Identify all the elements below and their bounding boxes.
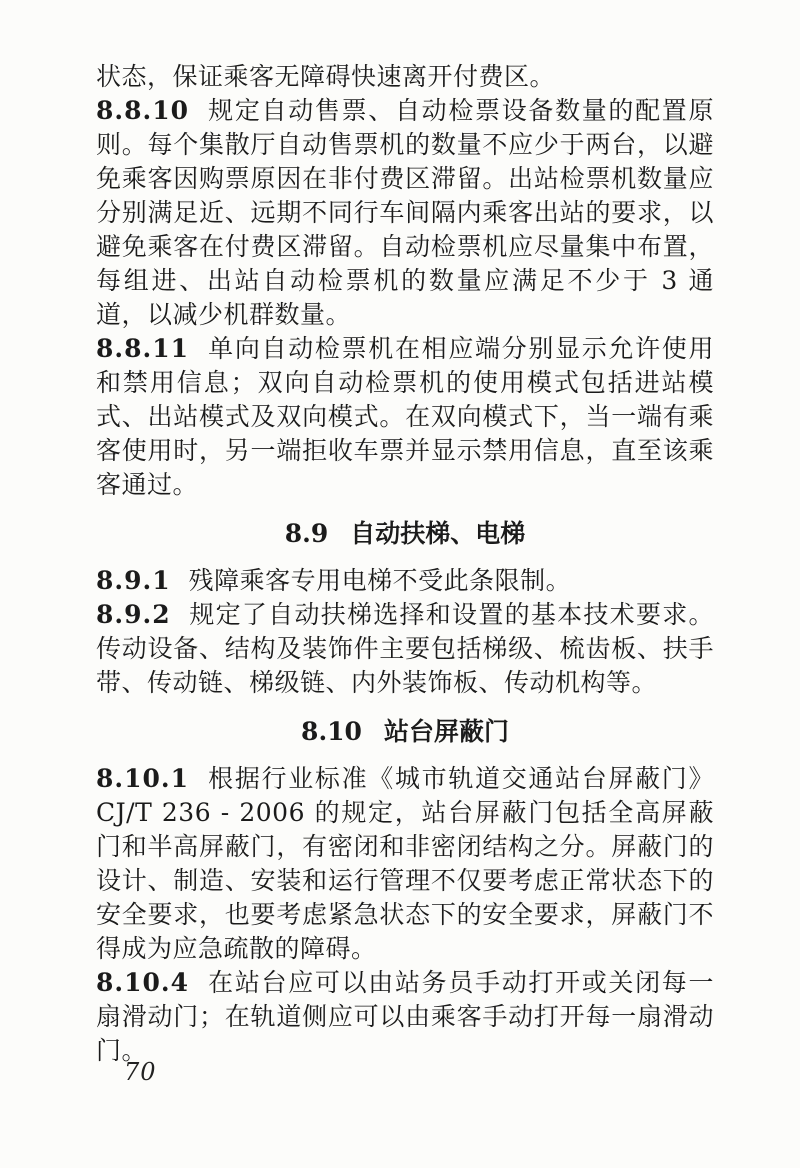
section-number: 8.10.4	[96, 968, 189, 997]
paragraph-text: 根据行业标准《城市轨道交通站台屏蔽门》CJ/T 236 - 2006 的规定，站台屏蔽门包括全高屏蔽门和半高屏蔽门，有密闭和非密闭结构之分。屏蔽门的设计、制造、安装和运行管理不仅要考虑正常状态下的安全要求，也要考虑紧急状态下的安全要求，屏蔽门不得成为应急疏散的障碍。	[96, 764, 714, 963]
page-number: 70	[124, 1058, 157, 1086]
paragraph-8-9-2	[96, 598, 714, 700]
paragraph-text: 单向自动检票机在相应端分别显示允许使用和禁用信息；双向自动检票机的使用模式包括进站模式、出站模式及双向模式。在双向模式下，当一端有乘客使用时，另一端拒收车票并显示禁用信息，直至该乘客通过。	[96, 334, 714, 499]
section-heading-8-9	[96, 517, 714, 551]
paragraph-8-8-10	[96, 94, 714, 332]
section-number: 8.8.11	[96, 334, 189, 363]
paragraph-8-10-1	[96, 762, 714, 966]
section-number: 8.9.2	[96, 600, 171, 629]
heading-title: 自动扶梯、电梯	[350, 519, 526, 548]
section-number: 8.9.1	[96, 566, 171, 595]
paragraph-text: 状态，保证乘客无障碍快速离开付费区。	[96, 62, 556, 91]
paragraph-8-8-11	[96, 332, 714, 502]
paragraph-text: 规定了自动扶梯选择和设置的基本技术要求。传动设备、结构及装饰件主要包括梯级、梳齿板、扶手带、传动链、梯级链、内外装饰板、传动机构等。	[96, 600, 714, 697]
heading-number: 8.9	[284, 519, 329, 548]
section-number: 8.8.10	[96, 96, 189, 125]
paragraph-text: 残障乘客专用电梯不受此条限制。	[188, 566, 572, 595]
paragraph-text: 规定自动售票、自动检票设备数量的配置原则。每个集散厅自动售票机的数量不应少于两台，以避免乘客因购票原因在非付费区滞留。出站检票机数量应分别满足近、远期不同行车间隔内乘客出站的要求，以避免乘客在付费区滞留。自动检票机应尽量集中布置，每组进、出站自动检票机的数量应满足不少于 3 通道，以减少机群数量。	[96, 96, 714, 329]
paragraph-8-10-4	[96, 966, 714, 1068]
section-number: 8.10.1	[96, 764, 189, 793]
paragraph-text: 在站台应可以由站务员手动打开或关闭每一扇滑动门；在轨道侧应可以由乘客手动打开每一扇滑动门。	[96, 968, 714, 1065]
paragraph-continuation	[96, 60, 714, 94]
heading-number: 8.10	[301, 717, 362, 746]
text-block	[96, 60, 714, 1068]
section-heading-8-10	[96, 715, 714, 749]
paragraph-8-9-1	[96, 564, 714, 598]
heading-title: 站台屏蔽门	[383, 717, 509, 746]
